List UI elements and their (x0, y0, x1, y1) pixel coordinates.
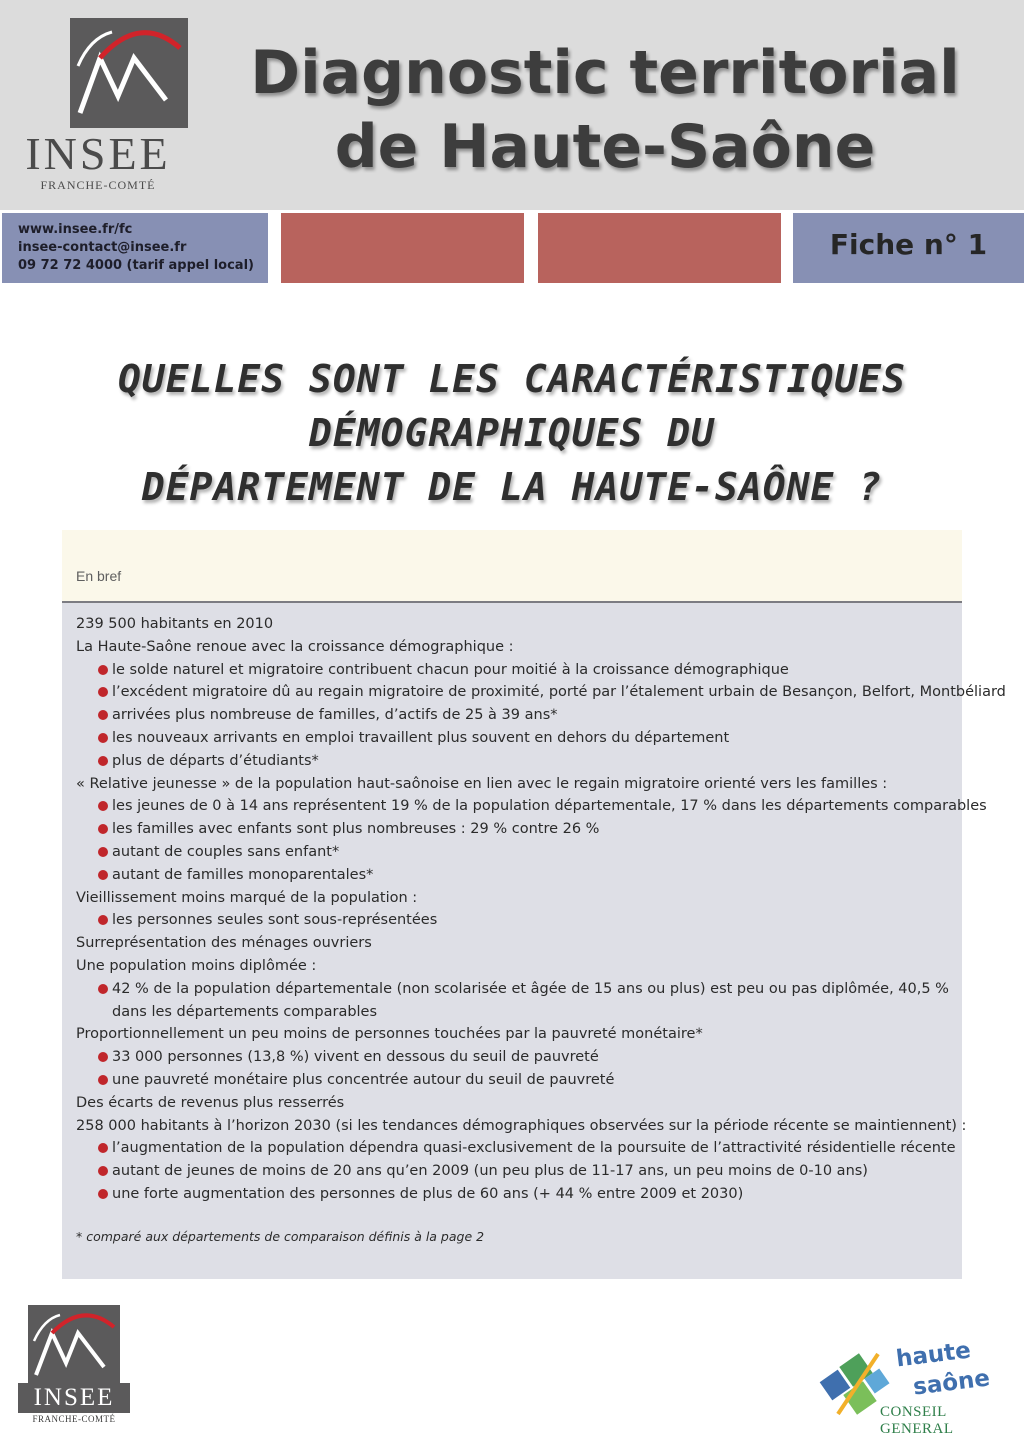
brief-line-text: autant de couples sans enfant* (112, 843, 340, 860)
brief-header (62, 530, 962, 602)
bullet-dot-icon (98, 756, 108, 766)
brief-line-text: les familles avec enfants sont plus nombreuses : 29 % contre 26 % (112, 821, 600, 838)
cg-logo-line-3: CONSEIL GENERAL (880, 1404, 954, 1437)
bullet-dot-icon (98, 710, 108, 720)
brief-line-text: les jeunes de 0 à 14 ans représentent 19 % de la population départementale, 17 % dans les départements comparables (112, 798, 987, 815)
brief-bullet-item (76, 1137, 956, 1160)
brief-line-text: le solde naturel et migratoire contribuent chacun pour moitié à la croissance démographique (112, 661, 789, 678)
bullet-dot-icon (98, 984, 108, 994)
brief-bullet-item (76, 750, 956, 773)
brief-line (76, 613, 956, 636)
question-line-3: DÉPARTEMENT DE LA HAUTE-SAÔNE ? (141, 465, 883, 509)
bullet-dot-icon (98, 1189, 108, 1199)
insee-footer-logo-mark (28, 1305, 120, 1383)
brief-bullet-item (76, 1183, 956, 1206)
bullet-dot-icon (98, 870, 108, 880)
brief-line-text: « Relative jeunesse » de la population haut-saônoise en lien avec le regain migratoire orienté vers les familles : (76, 775, 888, 792)
brief-line-text: l’excédent migratoire dû au regain migratoire de proximité, porté par l’étalement urbain de Besançon, Belfort, Montbéliard (112, 684, 1006, 701)
brief-line-text: l’augmentation de la population dépendra quasi-exclusivement de la poursuite de l’attractivité résidentielle récente (112, 1140, 956, 1157)
brief-line (76, 1115, 967, 1138)
brief-bullet-item (76, 978, 956, 1024)
cg-logo-line-2: saône (911, 1365, 992, 1401)
contact-strip (2, 213, 268, 283)
brief-line-text: 33 000 personnes (13,8 %) vivent en dessous du seuil de pauvreté (112, 1049, 599, 1066)
title-line-1: Diagnostic territorial (250, 38, 960, 108)
bullet-dot-icon (98, 847, 108, 857)
insee-logo-mark (70, 18, 188, 128)
brief-line-text: une forte augmentation des personnes de plus de 60 ans (+ 44 % entre 2009 et 2030) (112, 1185, 744, 1202)
insee-logo (18, 18, 178, 198)
insee-footer-logo-region: FRANCHE-COMTÉ (32, 1414, 116, 1424)
title-line-2: de Haute-Saône (334, 112, 876, 182)
insee-footer-logo-word: INSEE (18, 1383, 130, 1413)
brief-bullet-item (76, 1160, 956, 1183)
bullet-dot-icon (98, 801, 108, 811)
brief-bullet-item (76, 795, 987, 818)
brief-line-text: autant de familles monoparentales* (112, 866, 374, 883)
brief-line-text: Des écarts de revenus plus resserrés (76, 1094, 345, 1111)
brief-line (76, 636, 956, 659)
bullet-dot-icon (98, 1075, 108, 1085)
brief-line-text: Surreprésentation des ménages ouvriers (76, 935, 372, 952)
brief-line-text: autant de jeunes de moins de 20 ans qu’en 2009 (un peu plus de 11-17 ans, un peu moins de 0-10 ans) (112, 1163, 868, 1180)
brief-line-text: La Haute-Saône renoue avec la croissance démographique : (76, 638, 514, 655)
brief-line (76, 1092, 956, 1115)
brief-line-text: les personnes seules sont sous-représentées (112, 912, 438, 929)
brief-line-text: arrivées plus nombreuse de familles, d’actifs de 25 à 39 ans* (112, 707, 558, 724)
brief-line-text: 258 000 habitants à l’horizon 2030 (si les tendances démographiques observées sur la période récente se maintiennent) : (76, 1117, 967, 1134)
brief-bullet-item (76, 727, 956, 750)
brief-bullet-item (76, 841, 956, 864)
contact-email[interactable]: insee-contact@insee.fr (18, 240, 187, 255)
bullet-dot-icon (98, 824, 108, 834)
brief-bullet-item (76, 864, 956, 887)
brief-line-text: 42 % de la population départementale (non scolarisée et âgée de 15 ans ou plus) est peu ou pas diplômée, 40,5 % dans les départements comparables (112, 980, 949, 1020)
contact-phone: 09 72 72 4000 (tarif appel local) (18, 258, 254, 273)
brief-bullet-item (76, 1046, 956, 1069)
brief-bullet-item (76, 704, 956, 727)
conseil-general-logo (818, 1337, 1008, 1437)
insee-footer-logo (18, 1305, 130, 1425)
brief-line-text: Proportionnellement un peu moins de personnes touchées par la pauvreté monétaire* (76, 1026, 703, 1043)
brief-line-text: 239 500 habitants en 2010 (76, 616, 274, 632)
bullet-dot-icon (98, 915, 108, 925)
bullet-dot-icon (98, 687, 108, 697)
brief-line (76, 773, 956, 796)
brief-line (76, 955, 956, 978)
fiche-strip (793, 213, 1024, 283)
brief-line-text: Vieillissement moins marqué de la population : (76, 889, 418, 906)
fiche-number: Fiche n° 1 (829, 228, 988, 261)
contact-website[interactable]: www.insee.fr/fc (18, 222, 133, 237)
cg-logo-line-1: haute (894, 1337, 973, 1373)
brief-line-text: les nouveaux arrivants en emploi travaillent plus souvent en dehors du département (112, 729, 730, 746)
brief-line-text: une pauvreté monétaire plus concentrée autour du seuil de pauvreté (112, 1071, 615, 1088)
brief-line-text: plus de départs d’étudiants* (112, 752, 319, 769)
brief-bullet-item (76, 1069, 956, 1092)
bullet-dot-icon (98, 1052, 108, 1062)
insee-logo-word: INSEE (25, 128, 171, 179)
question-heading (90, 352, 934, 514)
brief-line (76, 932, 956, 955)
insee-logo-region: FRANCHE-COMTÉ (40, 178, 156, 192)
brief-label: En bref (76, 568, 122, 584)
brief-line (76, 887, 956, 910)
header-band (0, 0, 1024, 210)
brief-bullet-item (76, 659, 956, 682)
question-line-1: QUELLES SONT LES CARACTÉRISTIQUES (118, 357, 906, 401)
question-line-2: DÉMOGRAPHIQUES DU (309, 411, 715, 455)
decorative-strip-2 (538, 213, 781, 283)
brief-bullet-item (76, 909, 956, 932)
brief-bullet-item (76, 818, 956, 841)
bullet-dot-icon (98, 1143, 108, 1153)
brief-line (76, 1023, 956, 1046)
page-title (230, 36, 980, 184)
brief-footnote: * comparé aux départements de comparaison définis à la page 2 (76, 1229, 485, 1244)
decorative-strip-1 (281, 213, 524, 283)
bullet-dot-icon (98, 665, 108, 675)
brief-list (76, 613, 1006, 1206)
brief-panel (62, 603, 1006, 1279)
bullet-dot-icon (98, 733, 108, 743)
brief-bullet-item (76, 681, 1006, 704)
bullet-dot-icon (98, 1166, 108, 1176)
brief-line-text: Une population moins diplômée : (76, 957, 317, 974)
